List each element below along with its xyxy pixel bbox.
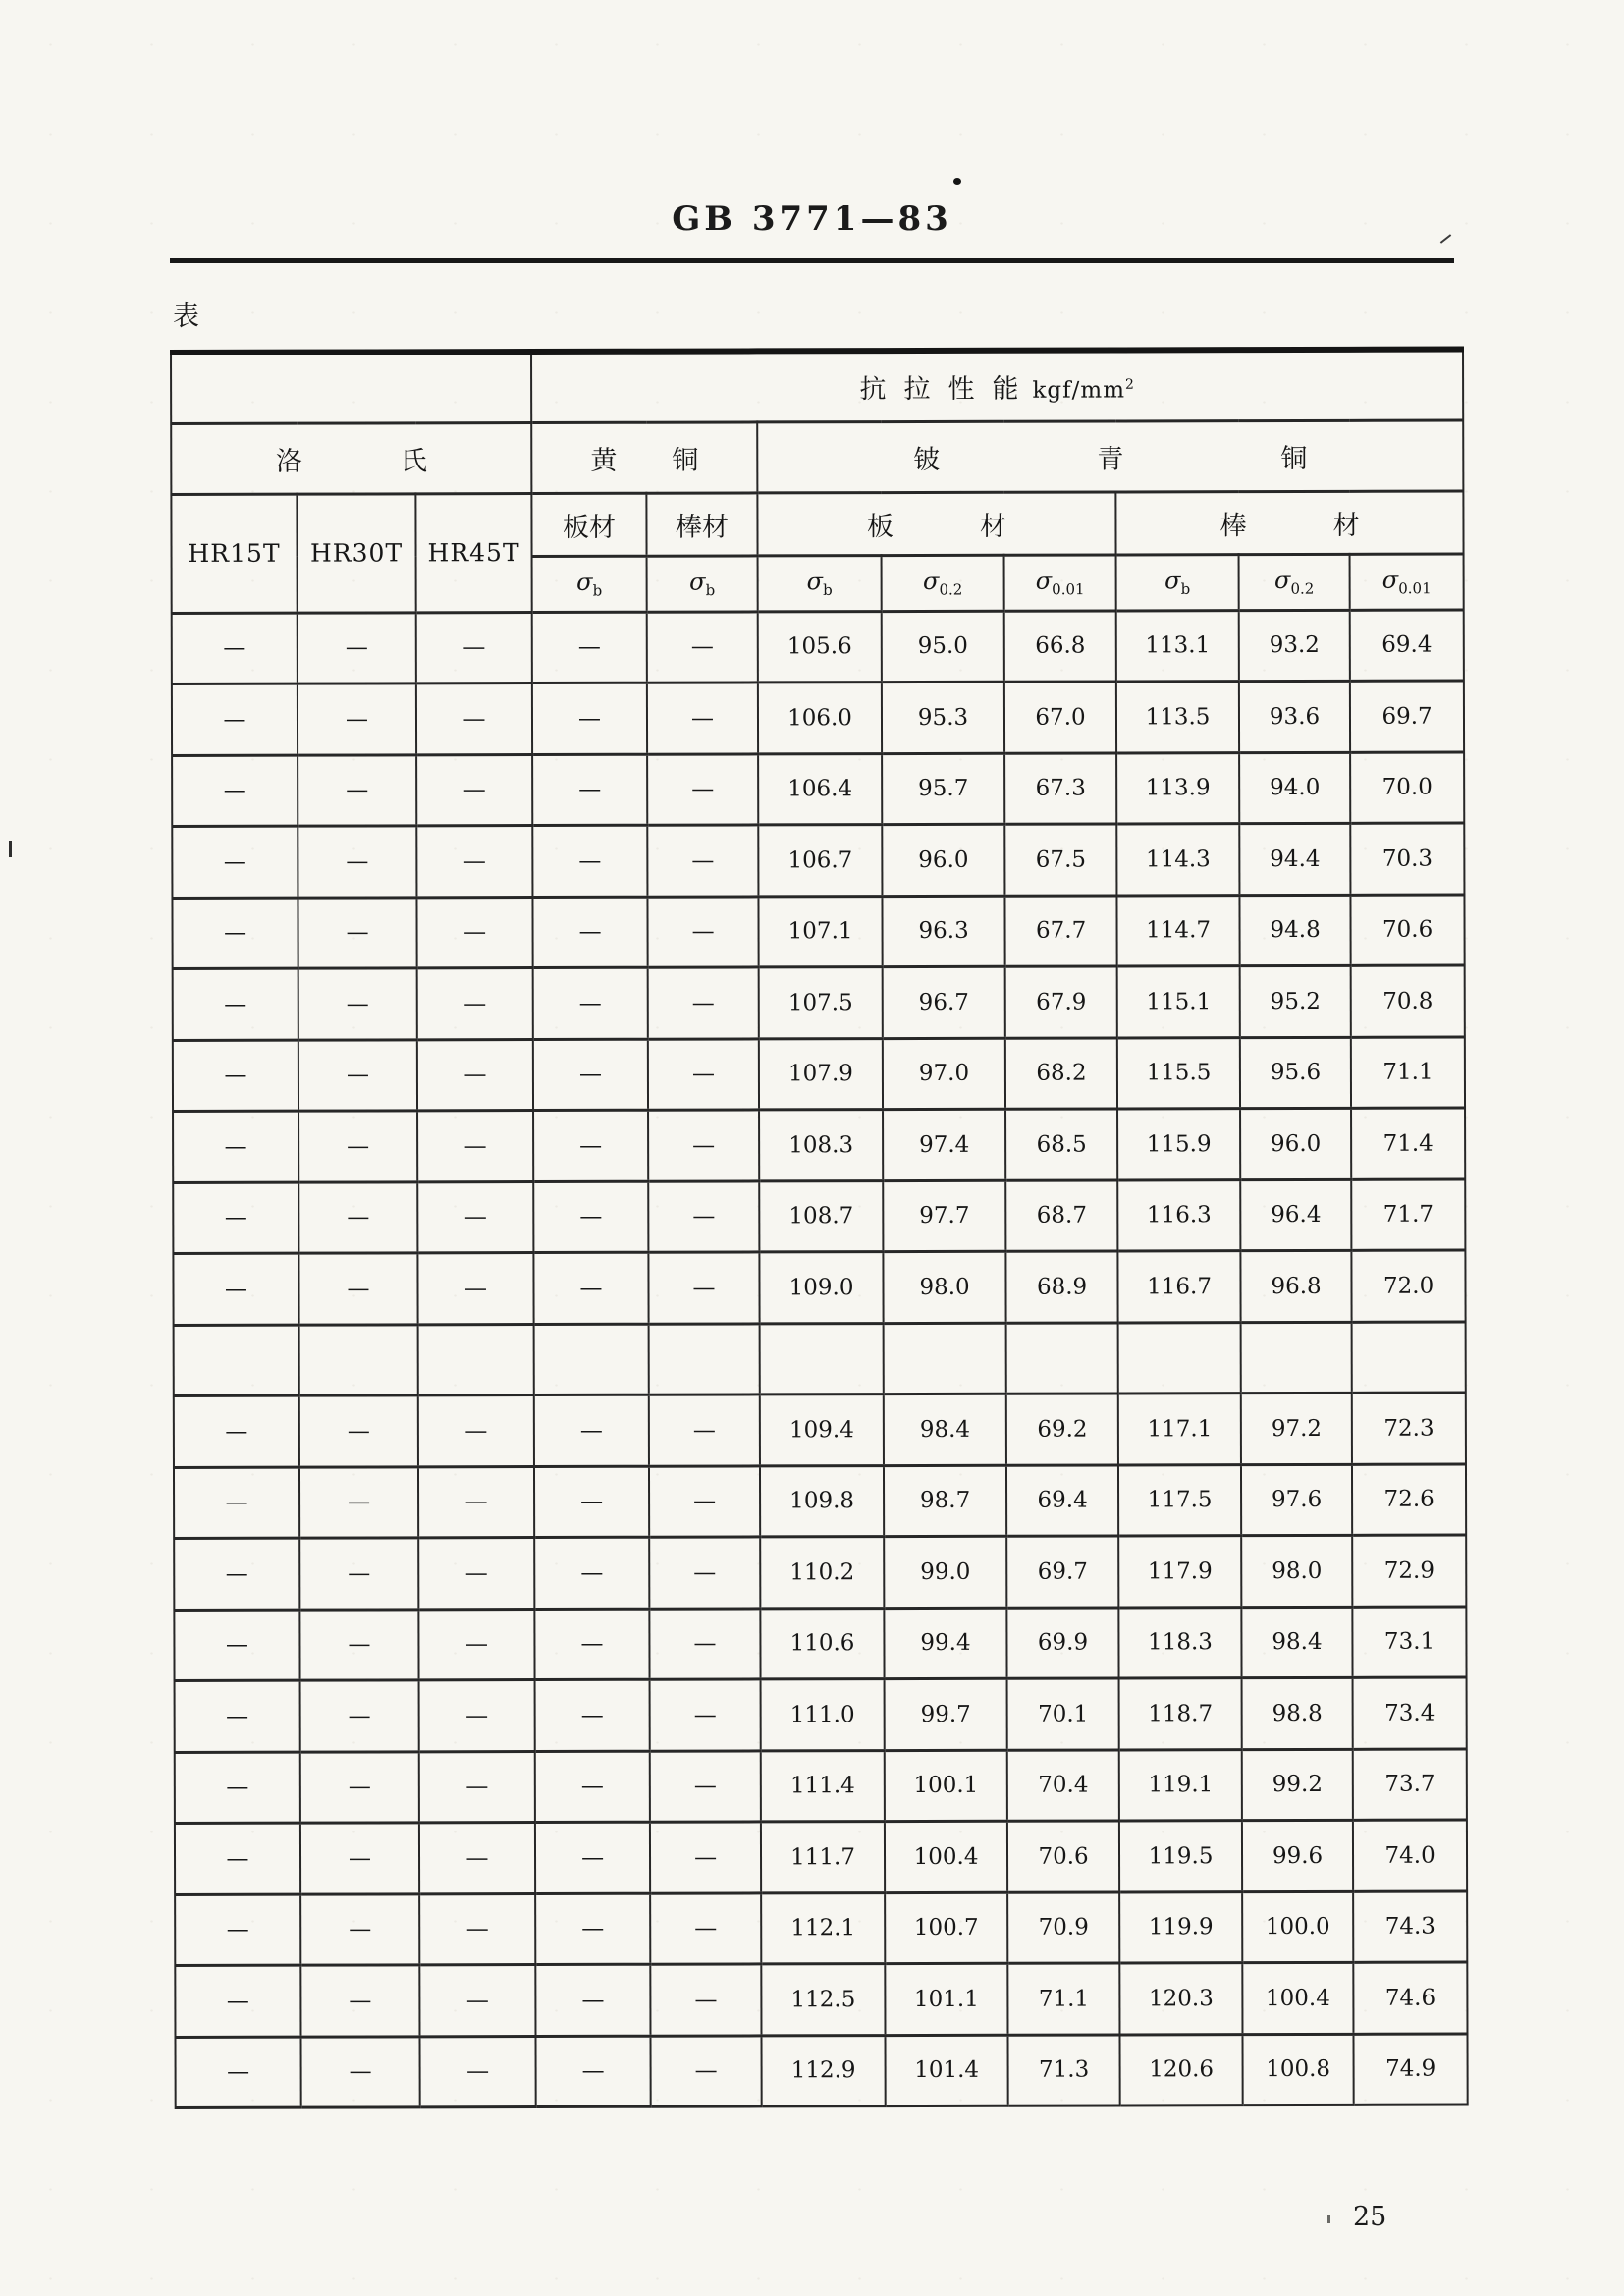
table-cell: — — [174, 1538, 299, 1610]
table-cell: 71.7 — [1351, 1179, 1465, 1251]
table-cell: 67.9 — [1005, 966, 1117, 1038]
table-cell: 70.3 — [1350, 823, 1464, 895]
table-cell: 97.0 — [883, 1038, 1005, 1110]
table-row — [175, 2034, 1467, 2108]
table-cell: 118.7 — [1119, 1678, 1242, 1750]
table-cell: 96.3 — [882, 896, 1004, 967]
table-row — [172, 823, 1464, 898]
table-cell: — — [298, 754, 416, 826]
table-cell — [760, 1323, 884, 1394]
table-cell: — — [648, 1110, 759, 1181]
table-cell: — — [534, 1394, 649, 1466]
table-cell: — — [417, 1253, 533, 1325]
table-cell: 105.6 — [758, 611, 882, 683]
table-cell: 70.4 — [1007, 1749, 1119, 1821]
table-cell: — — [534, 1609, 649, 1680]
table-cell: 98.0 — [1241, 1535, 1352, 1607]
header-sigma-001-bronze-bar: $\sigma_{0.01}$ — [1350, 554, 1464, 610]
table-cell: 70.9 — [1007, 1891, 1119, 1963]
table-row — [174, 1607, 1466, 1681]
table-cell: 114.3 — [1116, 824, 1239, 896]
table-cell: 97.2 — [1241, 1393, 1352, 1464]
table-cell: — — [536, 2036, 651, 2107]
table-cell: — — [647, 753, 758, 825]
page-number: 25 — [1353, 2202, 1387, 2232]
table-cell: 117.1 — [1118, 1394, 1241, 1465]
table-cell: 112.9 — [762, 2035, 886, 2106]
table-cell: — — [419, 1680, 535, 1752]
table-cell — [884, 1323, 1006, 1394]
table-cell: — — [534, 1466, 649, 1538]
table-row — [172, 895, 1464, 969]
table-cell: 74.9 — [1354, 2034, 1468, 2105]
table-cell: — — [647, 825, 758, 897]
standard-code-heading: GB 3771—83 — [672, 199, 952, 239]
table-cell: 106.4 — [758, 753, 882, 825]
header-sigma-b-brass-sheet: $\sigma_b$ — [532, 556, 647, 612]
table-cell: — — [535, 1751, 650, 1823]
table-cell: — — [647, 683, 758, 754]
table-cell: 108.3 — [759, 1110, 883, 1181]
table-cell: — — [175, 1894, 300, 1966]
header-brass-sheet: 板材 — [531, 493, 646, 556]
header-bronze-bar: 棒材 — [1115, 491, 1463, 555]
table-cell: — — [298, 1039, 417, 1111]
table-cell: 68.9 — [1005, 1251, 1117, 1323]
table-row — [172, 610, 1464, 684]
table-cell: — — [172, 898, 298, 969]
header-sigma-b-brass-bar: $\sigma_b$ — [647, 555, 758, 611]
table-cell: 106.7 — [758, 825, 882, 897]
table-cell: — — [649, 1394, 760, 1466]
table-cell: 107.5 — [759, 967, 883, 1039]
table-row — [174, 1464, 1466, 1539]
table-row — [174, 1393, 1466, 1467]
table-cell: 73.7 — [1353, 1749, 1467, 1821]
table-cell — [1118, 1322, 1241, 1394]
header-row-tensile — [171, 350, 1463, 423]
table-cell — [299, 1324, 418, 1395]
table-cell: — — [416, 612, 532, 683]
table-cell: — — [417, 968, 533, 1040]
table-cell: 70.6 — [1007, 1821, 1119, 1892]
table-cell: — — [173, 1182, 298, 1254]
table-row — [174, 1535, 1466, 1610]
table-cell: — — [419, 1823, 535, 1894]
table-cell: — — [419, 1751, 535, 1823]
table-row — [172, 681, 1464, 755]
table-cell: 72.9 — [1352, 1535, 1466, 1607]
table-row — [173, 1037, 1465, 1112]
table-cell: 96.8 — [1240, 1250, 1351, 1322]
table-cell: — — [174, 1610, 299, 1681]
table-cell — [1352, 1322, 1466, 1394]
table-cell: — — [650, 1892, 761, 1964]
table-cell: 95.7 — [882, 753, 1004, 825]
header-bronze-sheet: 板材 — [757, 491, 1115, 555]
table-cell: 73.1 — [1352, 1607, 1466, 1678]
table-cell: 106.0 — [758, 683, 882, 754]
table-cell: — — [416, 897, 532, 968]
table-cell — [534, 1324, 649, 1395]
table-cell: — — [532, 754, 647, 826]
table-cell: 98.7 — [884, 1465, 1006, 1537]
table-cell: — — [175, 1965, 300, 2037]
table-cell: — — [298, 612, 416, 683]
speck-artifact — [1327, 2215, 1330, 2223]
table-cell: 98.4 — [1241, 1607, 1352, 1678]
table-cell: — — [298, 826, 416, 898]
table-cell: 117.5 — [1118, 1464, 1241, 1536]
table-cell: 69.7 — [1350, 681, 1464, 752]
table-cell — [1241, 1322, 1352, 1394]
table-cell: — — [649, 1537, 760, 1609]
table-cell: 98.0 — [883, 1251, 1005, 1323]
header-row-materials — [171, 420, 1463, 494]
table-cell: 97.4 — [883, 1109, 1005, 1180]
table-cell: 109.0 — [759, 1252, 883, 1324]
header-sigma-001-bronze-sheet: $\sigma_{0.01}$ — [1004, 554, 1116, 610]
table-cell: 96.7 — [883, 966, 1005, 1038]
table-cell: — — [299, 1538, 418, 1610]
table-cell: — — [172, 613, 298, 684]
table-cell: 68.5 — [1005, 1109, 1117, 1180]
table-cell: — — [647, 896, 758, 967]
table-cell: — — [418, 1395, 534, 1467]
table-cell: 99.0 — [884, 1536, 1006, 1608]
table-cell: — — [173, 1253, 298, 1325]
table-cell: 71.4 — [1351, 1108, 1465, 1179]
table-row — [173, 965, 1465, 1040]
header-rockwell: 洛氏 — [171, 422, 531, 494]
table-cell: 72.3 — [1352, 1393, 1466, 1464]
table-cell: — — [532, 612, 647, 683]
table-cell: — — [300, 2036, 419, 2107]
table-cell: 67.5 — [1004, 824, 1116, 896]
table-cell: 99.2 — [1242, 1749, 1353, 1821]
table-cell: 98.4 — [884, 1394, 1006, 1465]
table-cell: 119.5 — [1119, 1821, 1242, 1892]
table-cell: — — [174, 1467, 299, 1539]
table-cell: 113.1 — [1116, 610, 1239, 682]
table-cell: 93.6 — [1239, 681, 1350, 752]
table-row — [175, 1962, 1467, 2037]
table-cell: 69.9 — [1006, 1607, 1118, 1678]
table-cell: 66.8 — [1004, 610, 1116, 682]
table-cell: — — [300, 1965, 419, 2037]
table-cell: — — [648, 1180, 759, 1252]
table-cell: 68.2 — [1005, 1037, 1117, 1109]
tensile-properties-label: 抗拉性能 — [859, 373, 1037, 405]
table-cell: 95.6 — [1240, 1037, 1351, 1109]
table-cell: 115.1 — [1117, 966, 1240, 1038]
table-cell: 99.7 — [885, 1678, 1007, 1750]
table-caption-label: 表 — [173, 301, 199, 331]
table-cell: — — [298, 968, 417, 1040]
table-cell: — — [533, 1039, 648, 1111]
table-cell: — — [533, 1110, 648, 1181]
table-cell: 96.0 — [1240, 1108, 1351, 1179]
table-row — [173, 1108, 1465, 1182]
table-cell: — — [416, 754, 532, 826]
table-cell: — — [648, 1252, 759, 1324]
table-body — [172, 610, 1468, 2108]
table-cell: — — [173, 968, 298, 1040]
table-cell: 118.3 — [1118, 1607, 1241, 1678]
table-cell: — — [535, 1964, 650, 2036]
table-cell: 107.9 — [759, 1038, 883, 1110]
header-hr15t: HR15T — [171, 494, 297, 613]
header-row-forms — [171, 491, 1463, 557]
table-cell: 67.0 — [1004, 682, 1116, 753]
table-cell: — — [419, 2036, 535, 2107]
table-cell: 101.4 — [886, 2035, 1008, 2106]
table-row — [172, 752, 1464, 827]
table-cell: — — [534, 1537, 649, 1609]
table-cell: — — [298, 897, 416, 968]
table-cell: 96.4 — [1240, 1179, 1351, 1251]
table-cell: 107.1 — [758, 896, 882, 967]
header-brass-bar: 棒材 — [646, 492, 757, 555]
table-cell: 70.6 — [1350, 895, 1464, 966]
table-cell: 120.6 — [1120, 2034, 1243, 2105]
table-cell: 69.7 — [1006, 1536, 1118, 1608]
table-cell: 115.5 — [1117, 1037, 1240, 1109]
table-cell: — — [172, 826, 298, 898]
table-cell: — — [533, 967, 648, 1039]
header-sigma-b-bronze-bar: $\sigma_b$ — [1116, 554, 1239, 610]
tensile-unit: kgf/$mm^2$ — [1032, 377, 1135, 404]
table-cell: — — [651, 2035, 762, 2106]
header-rule — [170, 258, 1454, 263]
table-cell: 70.8 — [1351, 965, 1465, 1037]
table-cell: 95.2 — [1240, 965, 1351, 1037]
table-cell: — — [299, 1609, 418, 1680]
table-cell: — — [300, 1823, 419, 1894]
table-cell: — — [532, 825, 647, 897]
table-cell: 74.3 — [1353, 1891, 1467, 1963]
table-cell: — — [535, 1822, 650, 1893]
table-cell: — — [532, 683, 647, 754]
table-cell: 93.2 — [1239, 610, 1350, 682]
table-row — [174, 1322, 1466, 1396]
table-cell: 115.9 — [1117, 1109, 1240, 1180]
table-cell: — — [650, 1964, 761, 2036]
header-sigma-02-bronze-sheet: $\sigma_{0.2}$ — [882, 555, 1004, 611]
table-cell: — — [649, 1608, 760, 1679]
table-cell: 97.7 — [883, 1180, 1005, 1252]
table-cell: 71.1 — [1351, 1037, 1465, 1109]
table-cell: — — [648, 967, 759, 1039]
table-cell: — — [300, 1751, 419, 1823]
table-cell: 120.3 — [1119, 1963, 1242, 2035]
header-sigma-02-bronze-bar: $\sigma_{0.2}$ — [1239, 554, 1350, 610]
table-cell: 68.7 — [1005, 1179, 1117, 1251]
table-cell: 114.7 — [1116, 895, 1239, 966]
table-cell: 100.8 — [1243, 2034, 1354, 2105]
properties-table — [170, 347, 1469, 2109]
table-cell: 109.4 — [760, 1394, 884, 1466]
table-cell: — — [298, 683, 416, 755]
table-cell: 111.0 — [761, 1679, 885, 1751]
table-cell: 100.1 — [885, 1750, 1007, 1822]
table-cell: 117.9 — [1118, 1536, 1241, 1608]
table-cell: 95.0 — [882, 611, 1004, 683]
table-cell: 101.1 — [885, 1963, 1007, 2035]
table-cell: 72.0 — [1351, 1250, 1465, 1322]
table-cell: — — [172, 755, 298, 827]
table-cell: 95.3 — [882, 682, 1004, 753]
table-cell: 100.0 — [1242, 1891, 1353, 1963]
table-cell: — — [533, 1252, 648, 1324]
table-cell: 109.8 — [760, 1465, 884, 1537]
table-cell: — — [298, 1253, 417, 1325]
table-cell: 71.3 — [1008, 2034, 1120, 2105]
table-cell — [174, 1325, 299, 1396]
table-cell: — — [535, 1893, 650, 1965]
table-cell: 70.0 — [1350, 752, 1464, 824]
table-cell: — — [300, 1680, 419, 1752]
table-cell: — — [650, 1679, 761, 1751]
table-cell: — — [175, 1680, 300, 1752]
table-cell: — — [418, 1538, 534, 1610]
table-cell: — — [298, 1181, 417, 1253]
table-cell: — — [533, 1181, 648, 1253]
table-cell: 69.2 — [1006, 1394, 1118, 1465]
table-cell: — — [174, 1395, 299, 1467]
table-cell: 110.6 — [760, 1608, 884, 1679]
table-cell: 67.7 — [1004, 895, 1116, 966]
table-cell: 69.4 — [1350, 610, 1464, 682]
table-cell: 112.5 — [761, 1964, 885, 2036]
table-row — [173, 1179, 1465, 1254]
table-cell: — — [299, 1395, 418, 1467]
table-cell: 94.8 — [1239, 895, 1350, 966]
table-cell: 94.0 — [1239, 752, 1350, 824]
table-cell: — — [299, 1466, 418, 1538]
table-cell: — — [419, 1965, 535, 2037]
table-cell: — — [650, 1822, 761, 1893]
header-beryllium-bronze: 铍青铜 — [757, 420, 1463, 493]
table-cell: — — [416, 683, 532, 755]
table-cell: 113.9 — [1116, 752, 1239, 824]
table-cell — [418, 1324, 534, 1395]
table-cell: 100.4 — [885, 1821, 1007, 1892]
table-cell: 108.7 — [759, 1180, 883, 1252]
table-cell: 70.1 — [1007, 1678, 1119, 1750]
table-cell: 112.1 — [761, 1892, 885, 1964]
header-tensile-properties — [531, 350, 1463, 422]
table-cell: 69.4 — [1006, 1464, 1118, 1536]
table-cell: 119.1 — [1119, 1749, 1242, 1821]
table-cell: — — [300, 1893, 419, 1965]
table-cell: — — [173, 1040, 298, 1112]
table-cell — [1006, 1322, 1118, 1394]
table-cell: 111.7 — [761, 1822, 885, 1893]
table-cell: 111.4 — [761, 1750, 885, 1822]
table-cell: 74.6 — [1353, 1962, 1467, 2034]
ink-dot-artifact — [953, 178, 961, 185]
table-cell: 99.4 — [884, 1608, 1006, 1679]
table-cell: — — [418, 1466, 534, 1538]
table-cell: — — [172, 683, 298, 755]
table-cell: — — [532, 897, 647, 968]
table-row — [173, 1250, 1465, 1325]
table-cell: — — [417, 1111, 533, 1182]
table-cell: 116.7 — [1117, 1251, 1240, 1323]
table-cell: 67.3 — [1004, 752, 1116, 824]
table-cell: 96.0 — [882, 824, 1004, 896]
table-cell: 116.3 — [1117, 1179, 1240, 1251]
table-cell: — — [173, 1111, 298, 1182]
table-row — [175, 1677, 1467, 1752]
table-cell: — — [647, 611, 758, 683]
table-cell: 73.4 — [1353, 1677, 1467, 1749]
margin-mark-artifact — [9, 841, 12, 857]
header-brass: 黄铜 — [531, 421, 757, 493]
table-cell: — — [418, 1609, 534, 1680]
table-cell: — — [175, 1823, 300, 1894]
header-empty-cell — [171, 352, 531, 423]
header-hr30t: HR30T — [297, 493, 415, 612]
table-cell: — — [417, 1181, 533, 1253]
table-cell: — — [175, 2037, 300, 2108]
header-sigma-b-bronze-sheet: $\sigma_b$ — [758, 555, 882, 611]
table-row — [175, 1749, 1467, 1824]
table-cell: — — [650, 1750, 761, 1822]
header-hr45t: HR45T — [415, 493, 531, 612]
table-cell: 119.9 — [1119, 1891, 1242, 1963]
table-cell: 74.0 — [1353, 1820, 1467, 1891]
table-cell: 113.5 — [1116, 682, 1239, 753]
table-cell: — — [416, 826, 532, 898]
table-cell: 71.1 — [1007, 1963, 1119, 2035]
table-row — [175, 1820, 1467, 1894]
table-cell: — — [298, 1111, 417, 1182]
table-cell: 97.6 — [1241, 1464, 1352, 1536]
table-cell: 94.4 — [1239, 823, 1350, 895]
table-cell — [649, 1323, 760, 1394]
table-cell: — — [175, 1752, 300, 1824]
table-cell: — — [417, 1039, 533, 1111]
table-cell: 100.4 — [1242, 1962, 1353, 2034]
table-cell: 100.7 — [885, 1892, 1007, 1964]
table-cell: — — [535, 1679, 650, 1751]
table-cell: 99.6 — [1242, 1820, 1353, 1891]
table-row — [175, 1891, 1467, 1966]
table-cell: — — [419, 1893, 535, 1965]
table-cell: 72.6 — [1352, 1464, 1466, 1536]
table-cell: — — [649, 1465, 760, 1537]
table-cell: 98.8 — [1242, 1677, 1353, 1749]
table-cell: 110.2 — [760, 1537, 884, 1609]
table-cell: — — [648, 1038, 759, 1110]
